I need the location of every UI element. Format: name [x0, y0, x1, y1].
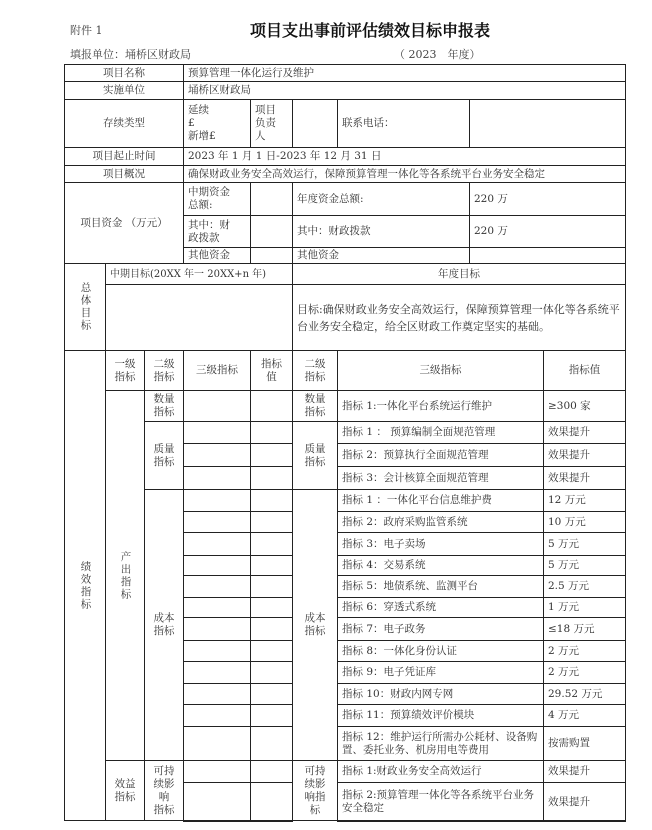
left-level3-cell	[183, 555, 251, 576]
cost-label-left: 成本 指标	[144, 489, 184, 761]
impl-unit-value: 埇桥区财政局	[183, 81, 626, 100]
annual-fiscal-value: 220 万	[469, 215, 626, 248]
leader-value	[292, 99, 338, 148]
left-level3-cell	[183, 617, 251, 641]
quantity-indicator-value: ≥300 家	[543, 390, 626, 422]
left-value-cell	[250, 661, 293, 684]
annual-goal-text: 目标:确保财政业务安全高效运行，保障预算管理一体化等各系统平台业务安全稳定，给全区财政工作奠定坚实的基础。	[292, 284, 626, 351]
sustain-indicator-value: 效果提升	[543, 782, 626, 822]
mid-total-label: 中期资金 总额:	[183, 182, 251, 216]
left-value-cell	[250, 617, 293, 641]
quality-indicator-name: 指标 2：预算执行全面规范管理	[337, 443, 544, 467]
cost-indicator-name: 指标 11：预算绩效评价模块	[337, 704, 544, 727]
left-level3-cell	[183, 782, 251, 822]
mid-other-label: 其他资金	[183, 247, 251, 264]
left-value-cell	[250, 421, 293, 444]
sustain-indicator-name: 指标 1:财政业务安全高效运行	[337, 760, 544, 783]
annual-fiscal-label: 其中：财政拨款	[292, 215, 470, 248]
left-value-cell	[250, 704, 293, 727]
period-label: 项目起止时间	[64, 147, 184, 166]
left-level3-cell	[183, 597, 251, 618]
cost-indicator-value: 按需购置	[543, 726, 626, 761]
header-level3-right: 三级指标	[337, 350, 544, 391]
left-value-cell	[250, 597, 293, 618]
cost-indicator-value: 2 万元	[543, 661, 626, 684]
cost-indicator-value: 5 万元	[543, 555, 626, 576]
cost-indicator-value: 29.52 万元	[543, 683, 626, 705]
cost-indicator-name: 指标 1 ：一体化平台信息维护费	[337, 489, 544, 512]
mid-other-value	[250, 247, 293, 264]
header-level3: 三级指标	[183, 350, 251, 391]
annual-other-value	[469, 247, 626, 264]
type-options[interactable]: 延续 £ 新增£	[183, 99, 251, 148]
cost-label-right: 成本 指标	[292, 489, 338, 761]
header-level2: 二级 指标	[144, 350, 184, 391]
left-value-cell	[250, 683, 293, 705]
cost-indicator-value: 4 万元	[543, 704, 626, 727]
report-year: （ 2023 年度）	[394, 48, 481, 61]
header-level2-right: 二级 指标	[292, 350, 338, 391]
cost-indicator-value: 5 万元	[543, 532, 626, 556]
cost-indicator-name: 指标 6：穿透式系统	[337, 597, 544, 618]
left-level3-cell	[183, 683, 251, 705]
left-level3-cell	[183, 575, 251, 598]
left-level3-cell	[183, 704, 251, 727]
sustain-indicator-name: 指标 2:预算管理一体化等各系统平台业务安全稳定	[337, 782, 544, 822]
perf-label	[64, 350, 106, 821]
left-level3-cell	[183, 390, 251, 422]
sustain-indicator-value: 效果提升	[543, 760, 626, 783]
left-value-cell	[250, 640, 293, 662]
type-label: 存续类型	[64, 99, 184, 148]
left-value-cell	[250, 555, 293, 576]
quality-label-left: 质量 指标	[144, 421, 184, 490]
mid-total-value	[250, 182, 293, 216]
annual-total-value: 220 万	[469, 182, 626, 216]
quantity-label-left: 数量 指标	[144, 390, 184, 422]
quality-indicator-value: 效果提升	[543, 421, 626, 444]
perf-label-text: 绩效指标	[79, 560, 92, 611]
quality-label-right: 质量 指标	[292, 421, 338, 490]
left-level3-cell	[183, 760, 251, 783]
overview-value: 确保财政业务安全高效运行，保障预算管理一体化等各系统平台业务安全稳定	[183, 165, 626, 183]
output-indicator-label	[105, 390, 145, 761]
impl-unit-label: 实施单位	[64, 81, 184, 100]
quantity-label-right: 数量 指标	[292, 390, 338, 422]
annual-goal-label: 年度目标	[292, 263, 626, 285]
quality-indicator-name: 指标 3：会计核算全面规范管理	[337, 466, 544, 490]
phone-value	[469, 99, 626, 148]
left-level3-cell	[183, 466, 251, 490]
quality-indicator-value: 效果提升	[543, 466, 626, 490]
output-indicator-text: 产出指标	[119, 550, 132, 601]
sustain-label-left: 可持 续影 响 指标	[144, 760, 184, 821]
left-value-cell	[250, 532, 293, 556]
cost-indicator-name: 指标 8：一体化身份认证	[337, 640, 544, 662]
sustain-label-right: 可持 续影 响指 标	[292, 760, 338, 821]
left-level3-cell	[183, 511, 251, 533]
reporting-unit: 填报单位：埇桥区财政局	[70, 48, 191, 61]
left-value-cell	[250, 466, 293, 490]
left-level3-cell	[183, 532, 251, 556]
header-level1: 一级 指标	[105, 350, 145, 391]
cost-indicator-name: 指标 3：电子卖场	[337, 532, 544, 556]
left-value-cell	[250, 390, 293, 422]
quantity-indicator-name: 指标 1:一体化平台系统运行维护	[337, 390, 544, 422]
left-value-cell	[250, 726, 293, 761]
quality-indicator-value: 效果提升	[543, 443, 626, 467]
cost-indicator-name: 指标 5：地债系统、监测平台	[337, 575, 544, 598]
cost-indicator-name: 指标 2：政府采购监管系统	[337, 511, 544, 533]
annual-total-label: 年度资金总额:	[292, 182, 470, 216]
left-level3-cell	[183, 443, 251, 467]
mid-goal-label: 中期目标(20XX 年一 20XX+n 年)	[105, 263, 293, 285]
cost-indicator-value: 1 万元	[543, 597, 626, 618]
mid-fiscal-label: 其中：财 政拨款	[183, 215, 251, 248]
cost-indicator-name: 指标 12：维护运行所需办公耗材、设备购置、委托业务、机房用电等费用	[337, 726, 544, 761]
funds-label: 项目资金 （万元）	[64, 182, 184, 264]
goals-label	[64, 263, 106, 351]
benefit-label: 效益 指标	[105, 760, 145, 821]
phone-label: 联系电话：	[337, 99, 470, 148]
cost-indicator-name: 指标 4：交易系统	[337, 555, 544, 576]
cost-indicator-name: 指标 10：财政内网专网	[337, 683, 544, 705]
header-value: 指标 值	[250, 350, 293, 391]
left-value-cell	[250, 782, 293, 822]
cost-indicator-value: 2.5 万元	[543, 575, 626, 598]
mid-goal-text	[105, 284, 293, 351]
left-level3-cell	[183, 726, 251, 761]
cost-indicator-value: 12 万元	[543, 489, 626, 512]
project-name-label: 项目名称	[64, 64, 184, 82]
annual-other-label: 其他资金	[292, 247, 470, 264]
left-level3-cell	[183, 489, 251, 512]
cost-indicator-name: 指标 9：电子凭证库	[337, 661, 544, 684]
left-value-cell	[250, 443, 293, 467]
project-name-value: 预算管理一体化运行及维护	[183, 64, 626, 82]
header-value-right: 指标值	[543, 350, 626, 391]
cost-indicator-value: 2 万元	[543, 640, 626, 662]
left-level3-cell	[183, 661, 251, 684]
quality-indicator-name: 指标 1 ： 预算编制全面规范管理	[337, 421, 544, 444]
leader-label: 项目 负责 人	[250, 99, 293, 148]
page-title: 项目支出事前评估绩效目标申报表	[249, 21, 490, 40]
cost-indicator-value: ≤18 万元	[543, 617, 626, 641]
cost-indicator-value: 10 万元	[543, 511, 626, 533]
left-value-cell	[250, 760, 293, 783]
left-value-cell	[250, 489, 293, 512]
left-level3-cell	[183, 640, 251, 662]
overview-label: 项目概况	[64, 165, 184, 183]
mid-fiscal-value	[250, 215, 293, 248]
left-value-cell	[250, 575, 293, 598]
period-value: 2023 年 1 月 1 日-2023 年 12 月 31 日	[183, 147, 626, 166]
left-value-cell	[250, 511, 293, 533]
left-level3-cell	[183, 421, 251, 444]
cost-indicator-name: 指标 7：电子政务	[337, 617, 544, 641]
goals-label-text: 总体目标	[79, 282, 92, 332]
attachment-label: 附件 1	[70, 24, 103, 37]
